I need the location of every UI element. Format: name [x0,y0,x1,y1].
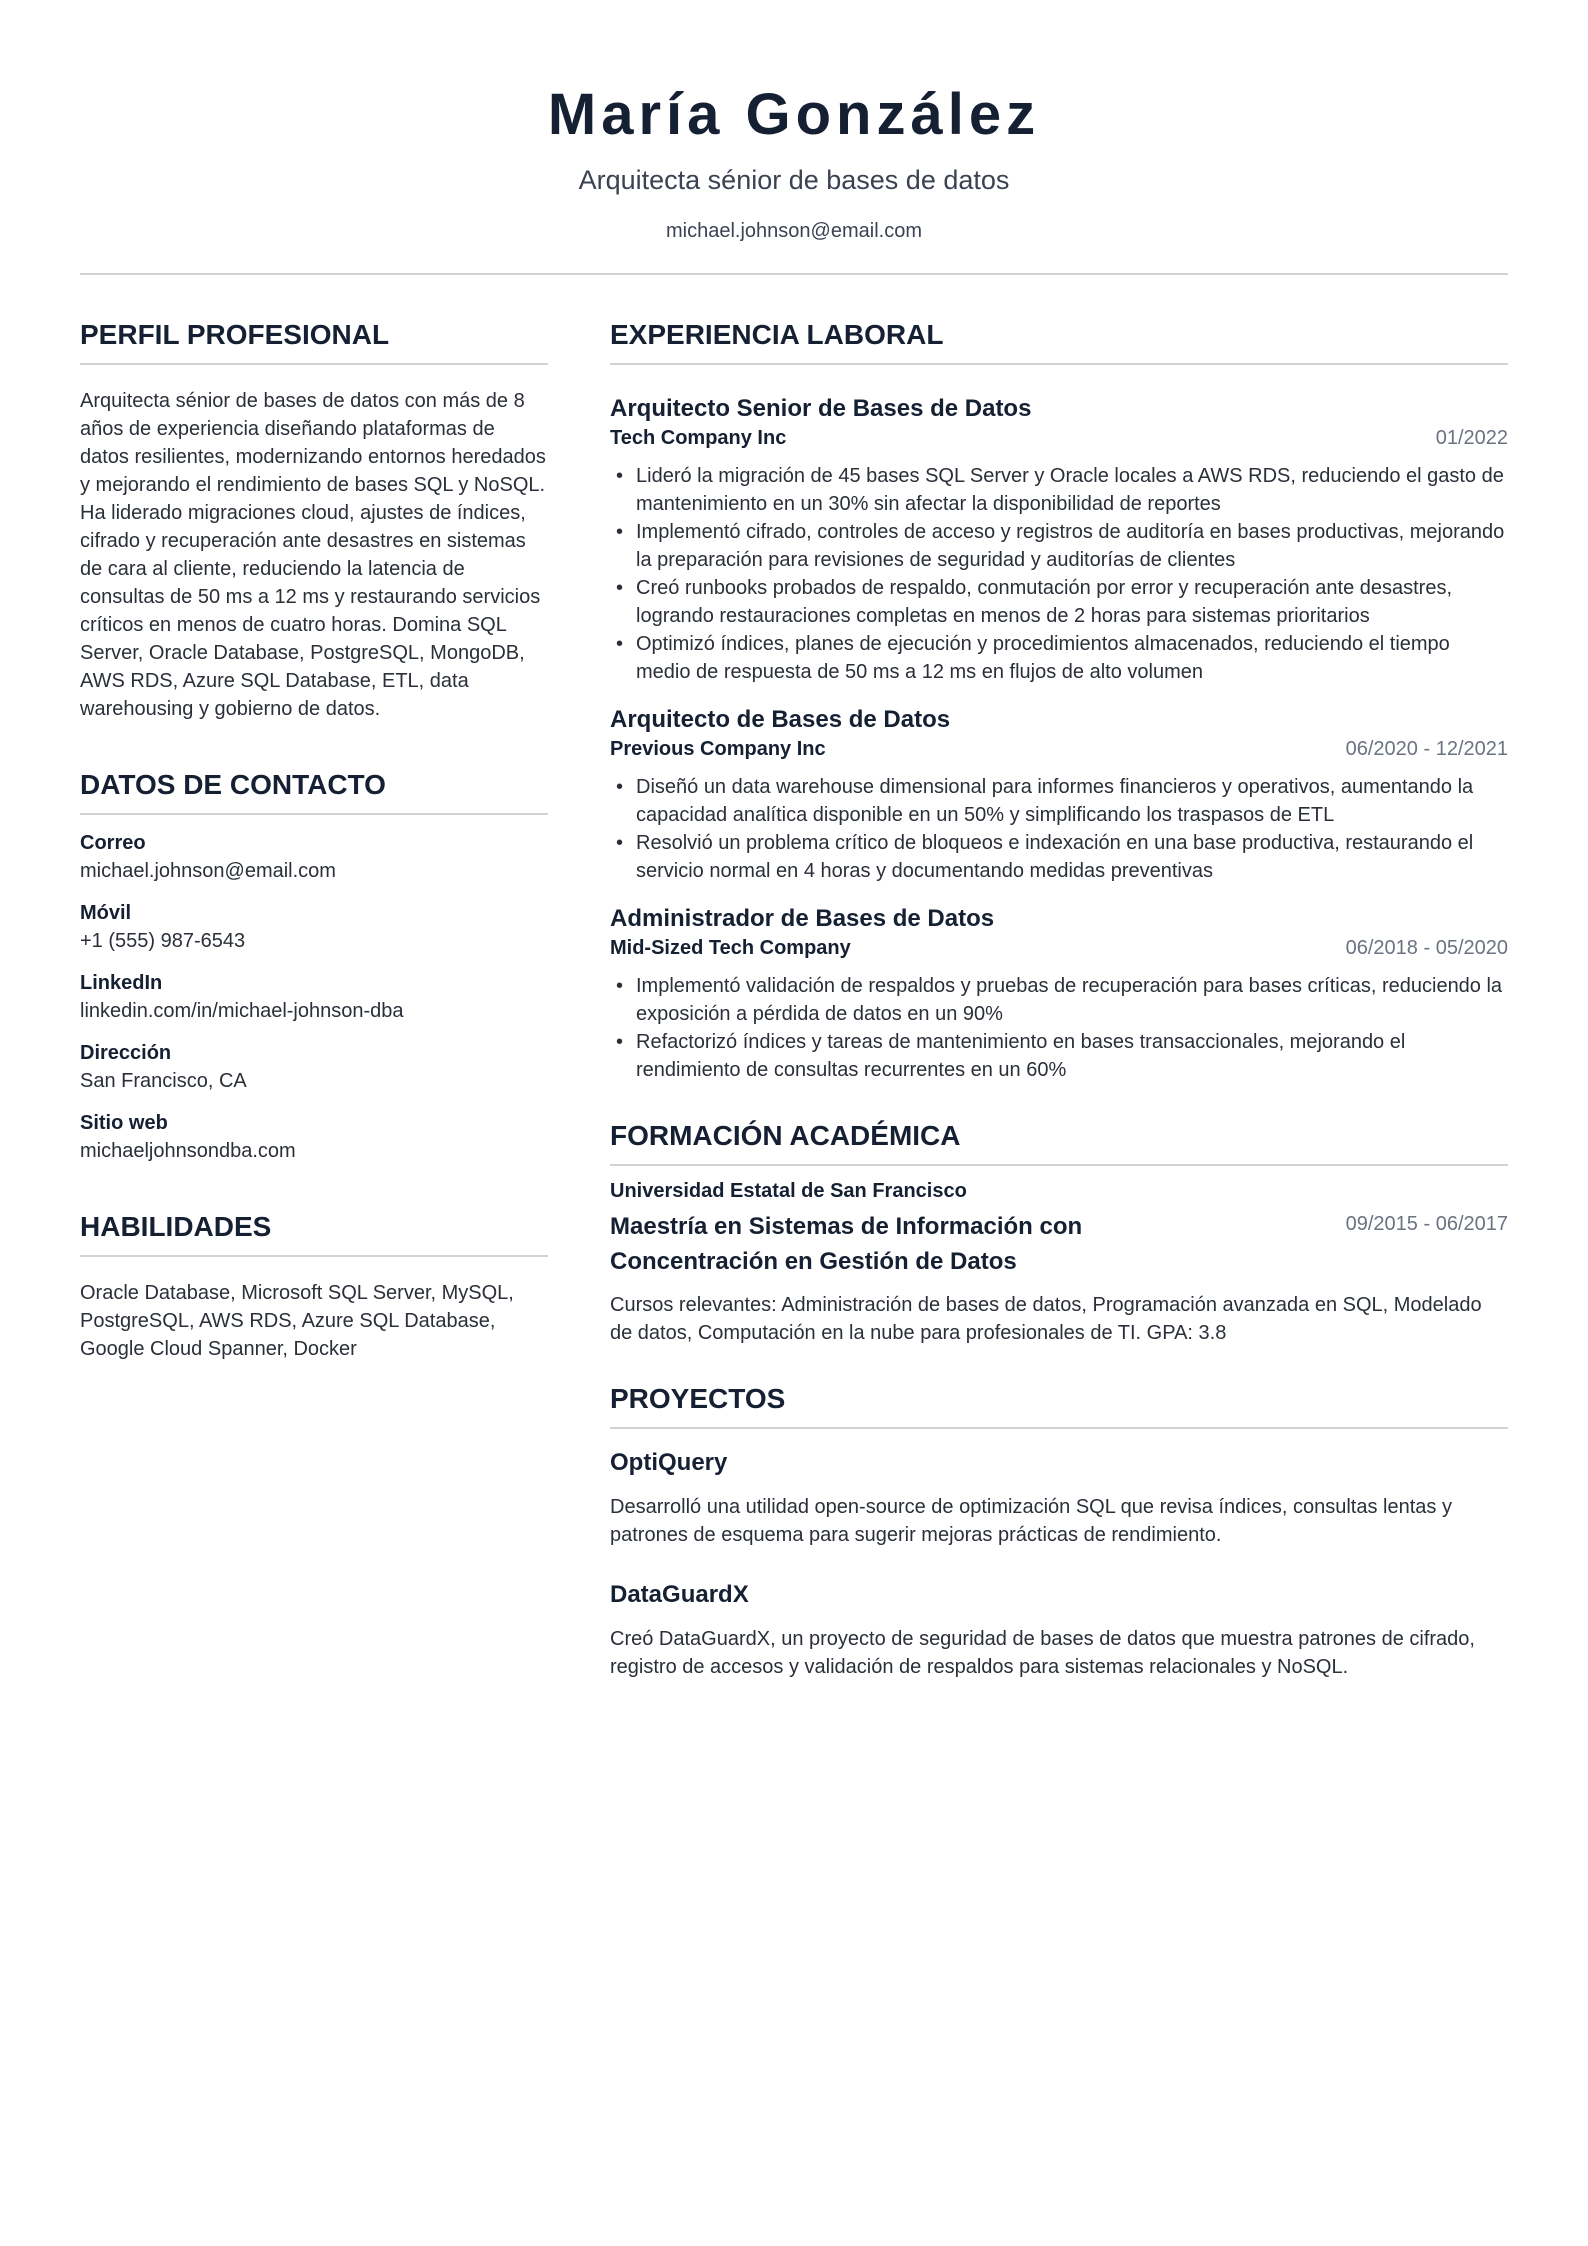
job-bullet: • Resolvió un problema crítico de bloqueos e indexación en una base productiva, restaurando el servicio normal en 4 horas y documentando medidas preventivas [610,829,1508,885]
contact-item-website [80,1109,548,1165]
job-meta [610,738,1508,761]
skills-text: Oracle Database, Microsoft SQL Server, MySQL, PostgreSQL, AWS RDS, Azure SQL Database, Google Cloud Spanner, Docker [80,1281,514,1360]
candidate-name: María González [547,82,1041,147]
profile-section [80,319,548,723]
job-company: Previous Company Inc [610,737,826,760]
contact-item-linkedin [80,969,548,1025]
job-bullet: • Implementó cifrado, controles de acceso y registros de auditoría en bases productivas, mejorando la preparación para revisiones de seguridad y auditorías de clientes [610,518,1508,574]
project-entry [610,1447,1508,1549]
header-email[interactable]: michael.johnson@email.com [666,219,922,242]
job-title: Arquitecto de Bases de Datos [610,705,951,733]
job-bullets [610,773,1508,885]
contact-address-value: San Francisco, CA [80,1069,247,1092]
job-bullet: • Creó runbooks probados de respaldo, conmutación por error y recuperación ante desastres, logrando restauraciones completas en menos de 2 horas para sistemas prioritarios [610,574,1508,630]
job-entry [610,393,1508,686]
education-school: Universidad Estatal de San Francisco [610,1179,967,1202]
job-meta [610,427,1508,450]
contact-email-value[interactable]: michael.johnson@email.com [80,859,336,882]
job-bullet: • Implementó validación de respaldos y pruebas de recuperación para bases críticas, reduciendo la exposición a pérdida de datos en un 90% [610,972,1508,1028]
contact-item-email [80,829,548,885]
job-meta [610,937,1508,960]
contact-item-address [80,1039,548,1095]
project-name: DataGuardX [610,1580,749,1608]
job-title: Arquitecto Senior de Bases de Datos [610,394,1032,422]
contact-label: Dirección [80,1041,172,1064]
contact-label: LinkedIn [80,971,163,994]
left-column [80,319,548,1717]
experience-heading: EXPERIENCIA LABORAL [610,319,1508,365]
skills-heading: HABILIDADES [80,1211,548,1257]
job-company: Mid-Sized Tech Company [610,936,851,959]
contact-section [80,769,548,1165]
job-entry [610,704,1508,885]
project-description: Desarrolló una utilidad open-source de optimización SQL que revisa índices, consultas lentas y patrones de esquema para sugerir mejoras prácticas de rendimiento. [610,1495,1452,1546]
job-bullets [610,462,1508,686]
education-heading: FORMACIÓN ACADÉMICA [610,1120,1508,1166]
education-dates: 09/2015 - 06/2017 [1345,1212,1508,1235]
contact-list [80,829,548,1165]
education-courses: Cursos relevantes: Administración de bases de datos, Programación avanzada en SQL, Modelado de datos, Computación en la nube para profesionales de TI. GPA: 3.8 [610,1293,1482,1344]
job-bullets [610,972,1508,1084]
right-column [610,319,1508,1717]
contact-label: Sitio web [80,1111,168,1134]
header-divider [80,273,1508,275]
profile-heading: PERFIL PROFESIONAL [80,319,548,365]
contact-item-mobile [80,899,548,955]
projects-section [610,1383,1508,1681]
candidate-title: Arquitecta sénior de bases de datos [578,164,1010,195]
project-description: Creó DataGuardX, un proyecto de seguridad de bases de datos que muestra patrones de cifrado, registro de accesos y validación de respaldos para sistemas relacionales y NoSQL. [610,1627,1475,1678]
contact-heading: DATOS DE CONTACTO [80,769,548,815]
job-bullet: • Diseñó un data warehouse dimensional para informes financieros y operativos, aumentando la capacidad analítica disponible en un 50% y simplificando los traspasos de ETL [610,773,1508,829]
job-bullet: • Lideró la migración de 45 bases SQL Server y Oracle locales a AWS RDS, reduciendo el gasto de mantenimiento en un 30% sin afectar la disponibilidad de reportes [610,462,1508,518]
contact-mobile-value: +1 (555) 987-6543 [80,929,246,952]
job-title: Administrador de Bases de Datos [610,904,995,932]
skills-section [80,1211,548,1363]
contact-linkedin-link[interactable]: linkedin.com/in/michael-johnson-dba [80,999,404,1022]
contact-label: Correo [80,831,146,854]
job-dates: 01/2022 [1435,426,1508,449]
job-bullet: • Optimizó índices, planes de ejecución y procedimientos almacenados, reduciendo el tiempo medio de respuesta de 50 ms a 12 ms en flujos de alto volumen [610,630,1508,686]
resume-columns [80,319,1508,1717]
contact-website-link[interactable]: michaeljohnsondba.com [80,1139,296,1162]
profile-text: Arquitecta sénior de bases de datos con más de 8 años de experiencia diseñando plataformas de datos resilientes, modernizando entornos heredados y mejorando el rendimiento de bases SQL y NoSQL. Ha liderado migraciones cloud, ajustes de índices, cifrado y recuperación ante desastres en sistemas de cara al cliente, reduciendo la latencia de consultas de 50 ms a 12 ms y restaurando servicios críticos en menos de cuatro horas. Domina SQL Server, Oracle Database, PostgreSQL, MongoDB, AWS RDS, Azure SQL Database, ETL, data warehousing y gobierno de datos. [80,389,546,720]
job-company: Tech Company Inc [610,426,787,449]
job-dates: 06/2020 - 12/2021 [1345,737,1508,760]
experience-section [610,319,1508,1084]
education-section [610,1120,1508,1347]
job-dates: 06/2018 - 05/2020 [1345,936,1508,959]
job-entry [610,903,1508,1084]
resume-header [80,0,1508,275]
project-entry [610,1579,1508,1681]
project-name: OptiQuery [610,1448,728,1476]
education-degree: Maestría en Sistemas de Información con Concentración en Gestión de Datos [610,1212,1083,1275]
contact-label: Móvil [80,901,132,924]
job-bullet: • Refactorizó índices y tareas de mantenimiento en bases transaccionales, mejorando el rendimiento de consultas recurrentes en un 60% [610,1028,1508,1084]
projects-heading: PROYECTOS [610,1383,1508,1429]
education-meta [610,1209,1508,1279]
